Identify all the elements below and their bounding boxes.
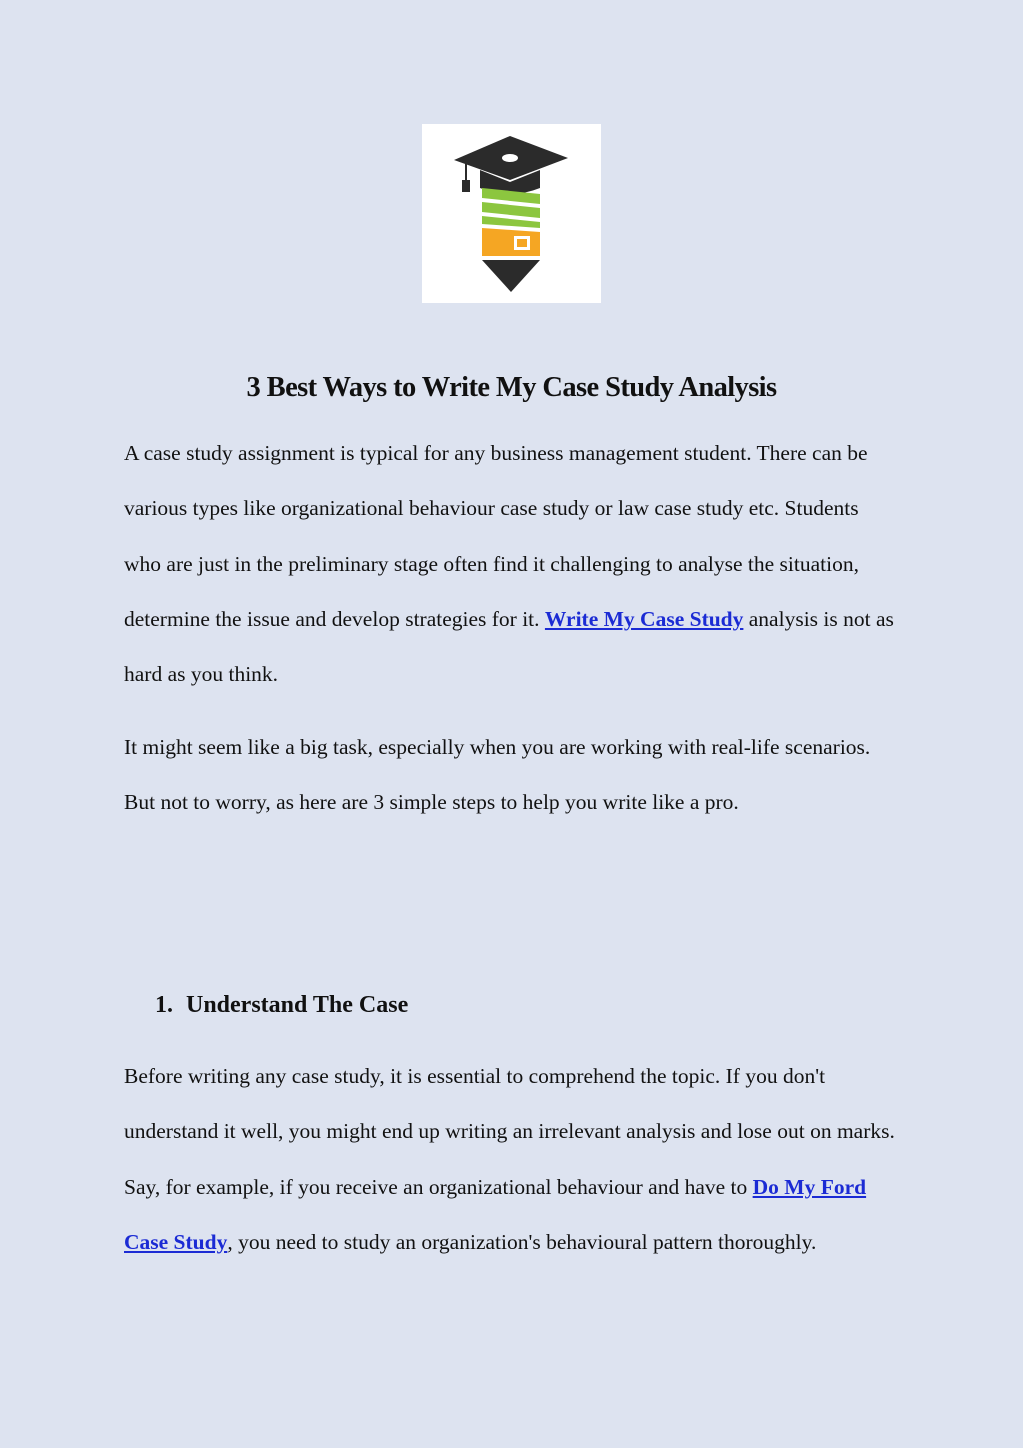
- intro-paragraph: [124, 426, 899, 702]
- logo: [422, 124, 601, 303]
- page-title: 3 Best Ways to Write My Case Study Analysis: [246, 372, 777, 403]
- write-my-case-study-link[interactable]: Write My Case Study: [544, 606, 744, 631]
- intro-paragraph-2: It might seem like a big task, especially when you are working with real-life scenarios. But not to worry, as here are 3 simple steps to help you write like a pro.: [124, 735, 871, 815]
- intro-text-1: A case study assignment is typical for any business management student. There can be various types like organizational behaviour case study or law case study etc. Students who are just in the preliminary stage often find it challenging to analyse the situation, determine the issue and develop strategies for it.: [124, 441, 868, 631]
- section-paragraph: [124, 1049, 899, 1270]
- intro-text-2: analysis is not as hard as you think.: [124, 606, 894, 687]
- do-my-ford-case-study-link[interactable]: Do My Ford Case Study: [124, 1174, 867, 1254]
- section-text-1: Before writing any case study, it is essential to comprehend the topic. If you don't understand it well, you might end up writing an irrelevant analysis and lose out on marks. Say, for example, if you receive an organizational behaviour and have to: [124, 1064, 895, 1199]
- section-heading: [155, 986, 408, 1024]
- section-title: Understand The Case: [186, 992, 409, 1018]
- section-number: 1.: [155, 992, 173, 1018]
- section-text-2: , you need to study an organization's behavioural pattern thoroughly.: [227, 1229, 817, 1254]
- graduation-cap-pencil-logo-icon: [422, 124, 601, 303]
